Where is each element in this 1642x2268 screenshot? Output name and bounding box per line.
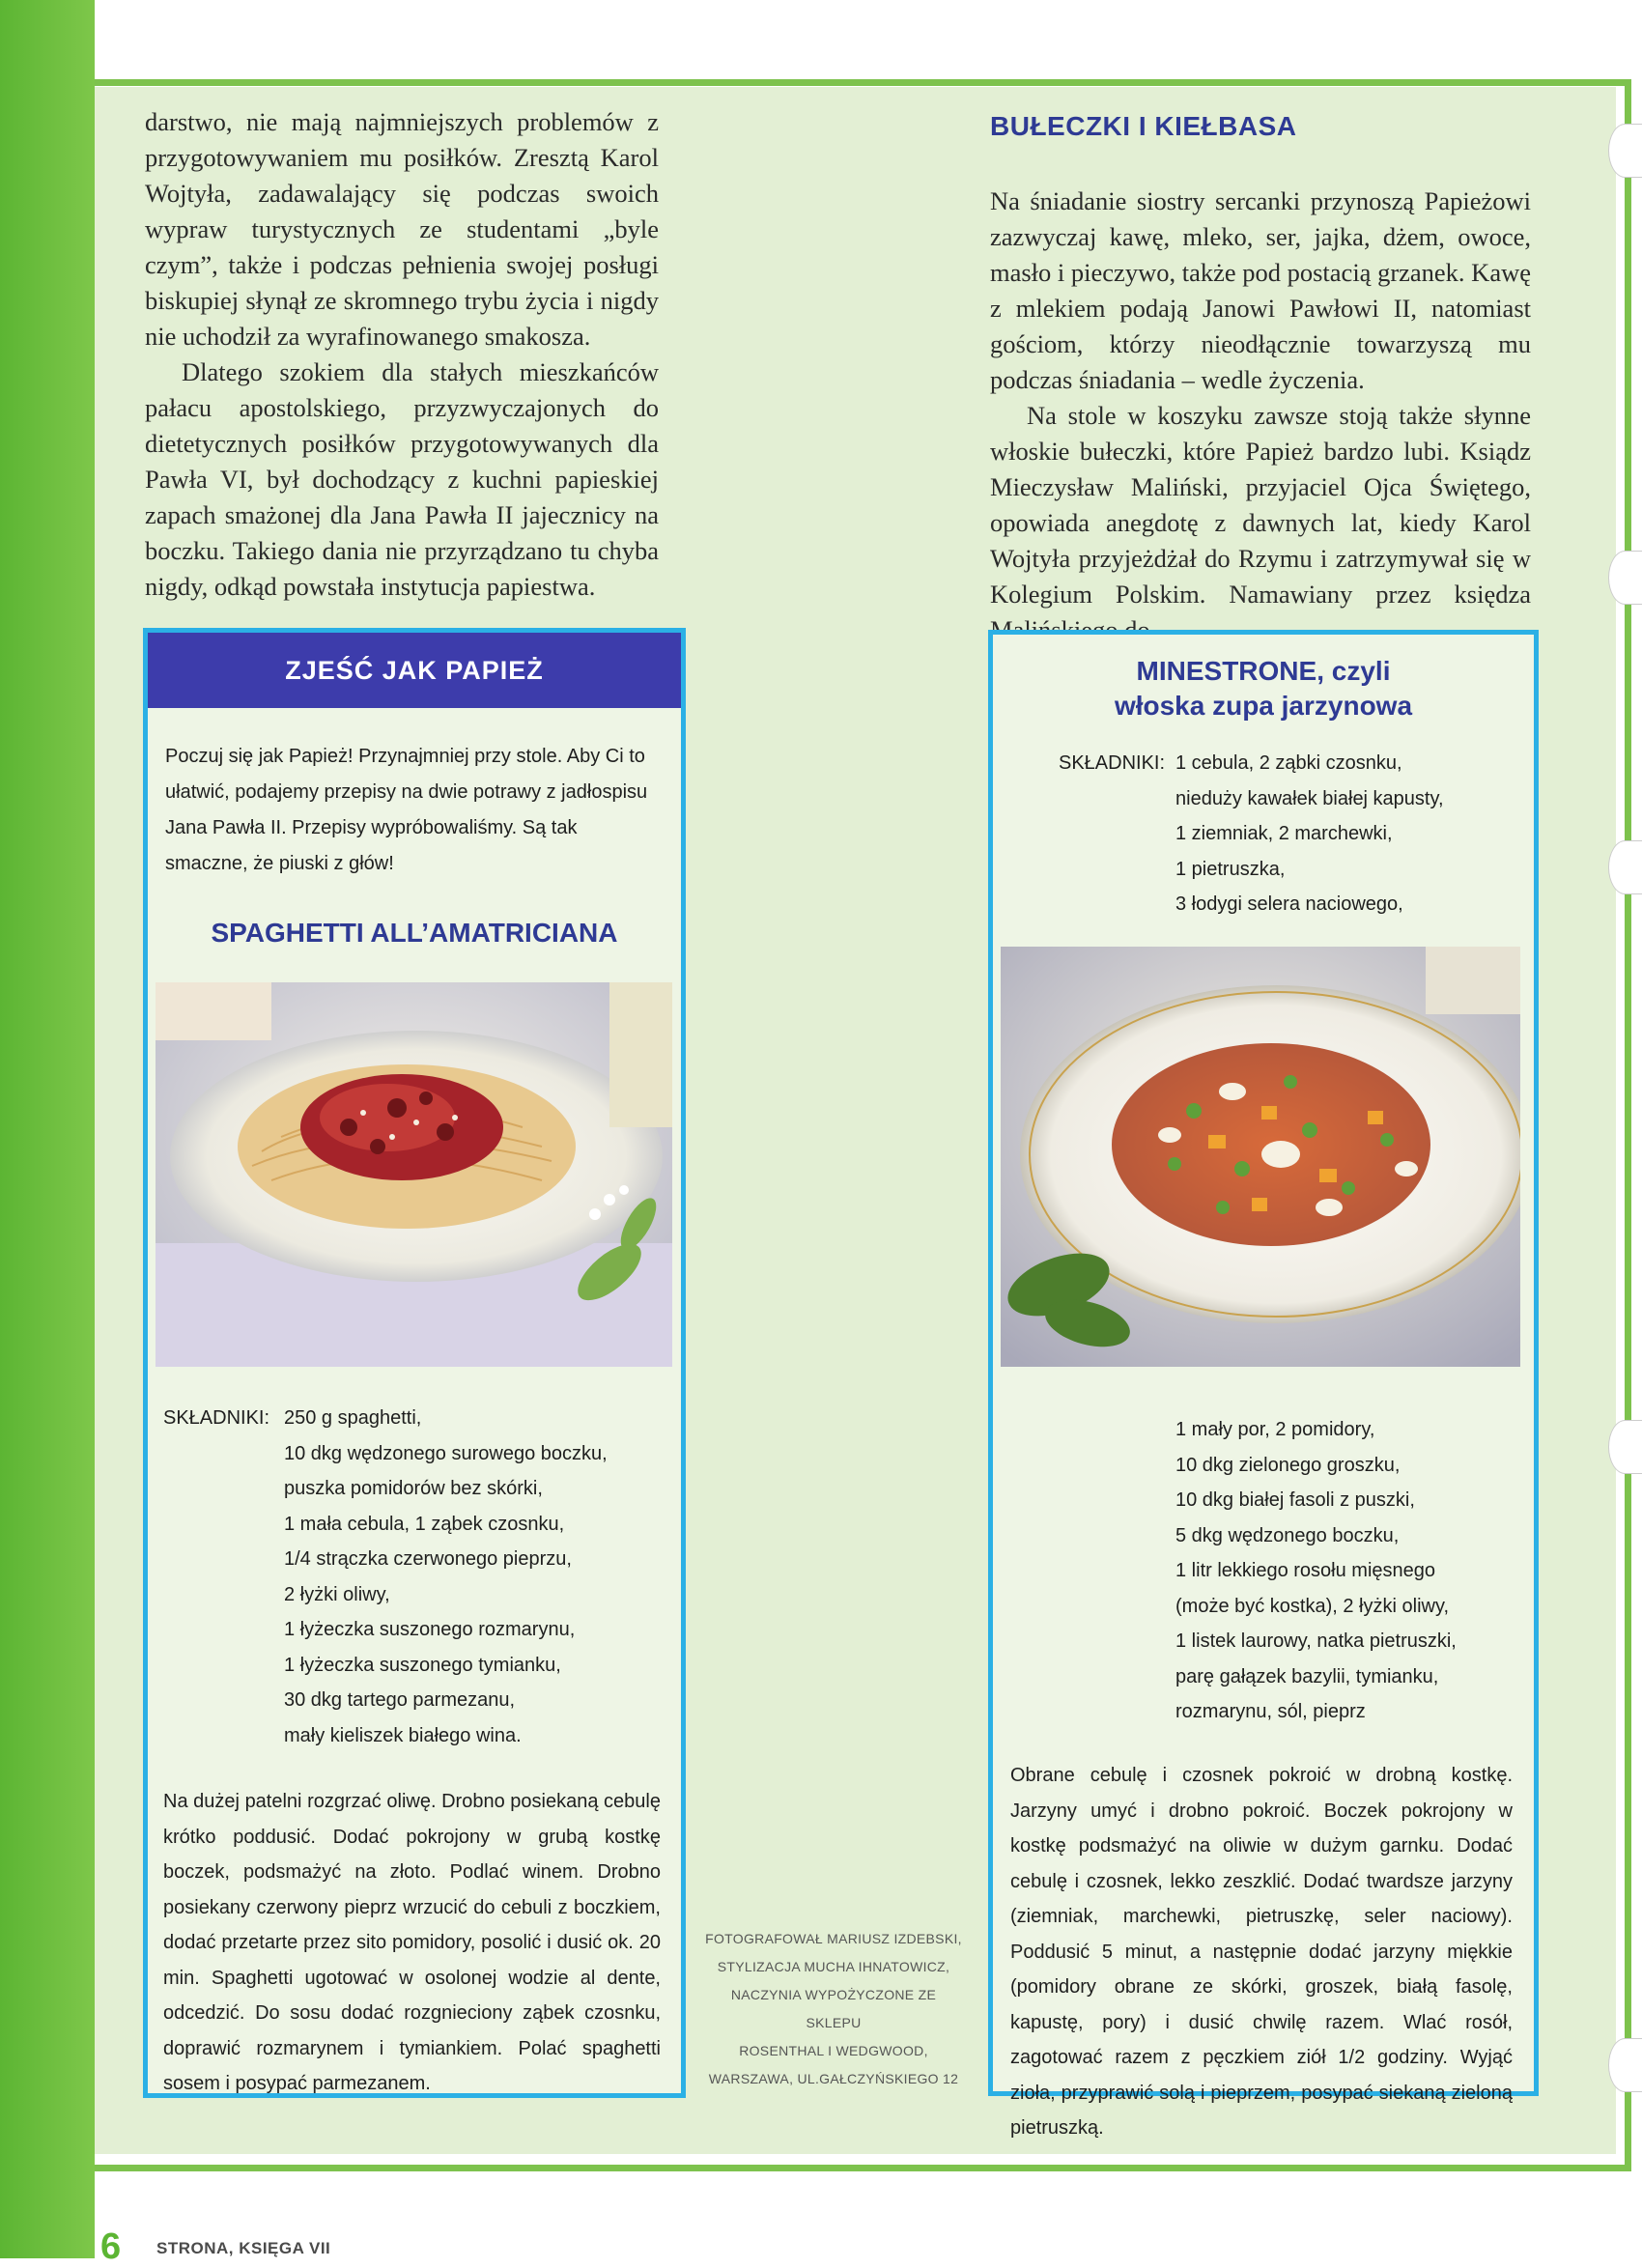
ingredients-minestrone-bottom <box>1175 1412 1457 1730</box>
box-intro: Poczuj się jak Papież! Przynajmniej przy stole. Aby Ci to ułatwić, podajemy przepisy na dwie potrawy z jadłospisu Jana Pawła II. Przepisy wypróbowaliśmy. Są tak smaczne, że piuski z głów! <box>165 746 648 874</box>
ingredient: (może być kostka), 2 łyżki oliwy, <box>1175 1595 1450 1617</box>
ingredient: 1 mała cebula, 1 ząbek czosnku, <box>284 1513 565 1535</box>
box-header: ZJEŚĆ JAK PAPIEŻ <box>148 633 681 708</box>
section-heading: BUŁECZKI I KIEŁBASA <box>990 111 1297 141</box>
ingredients-label: SKŁADNIKI: <box>163 1407 270 1429</box>
punch-hole <box>1608 840 1642 894</box>
ingredient: 1 pietruszka, <box>1175 858 1286 880</box>
instructions-spaghetti: Na dużej patelni rozgrzać oliwę. Drobno posiekaną cebulę krótko poddusić. Dodać pokrojony w grubą kostkę boczek, podsmażyć na złoto. Podlać winem. Drobno posiekany czerwony pieprz wrzucić do cebuli z boczkiem, dodać przetarte przez sito pomidory, posolić i dusić ok. 20 min. Spaghetti ugotować w osolonej wodzie al dente, odcedzić. Do sosu dodać rozgnieciony ząbek czosnku, doprawić rozmarynem i tymiankiem. Polać spaghetti sosem i posypać parmezanem. <box>163 1791 661 2094</box>
right-column-text <box>990 184 1531 648</box>
punch-hole <box>1608 551 1642 605</box>
ingredient: 1/4 strączka czerwonego pieprzu, <box>284 1548 572 1570</box>
paragraph: Dlatego szokiem dla stałych mieszkańców pałacu apostolskiego, przyzwyczajonych do dietetycznych posiłków przygotowywanych dla Pawła VI, był dochodzący z kuchni papieskiej zapach smażonej dla Jana Pawła II jajecznicy na boczku. Takiego dania nie przyrządzano tu chyba nigdy, odkąd powstała instytucja papiestwa. <box>145 357 659 601</box>
recipe-title-line2: włoska zupa jarzynowa <box>1114 691 1413 721</box>
credit-line: STYLIZACJA MUCHA IHNATOWICZ, <box>717 1959 950 1974</box>
ingredient: rozmarynu, sól, pieprz <box>1175 1701 1366 1722</box>
paragraph: Na stole w koszyku zawsze stoją także słynne włoskie bułeczki, które Papież bardzo lubi. Ksiądz Mieczysław Maliński, przyjaciel Ojca Świętego, opowiada anegdotę z dawnych lat, kiedy Karol Wojtyła przyjeżdżał do Rzymu i zatrzymywał się w Kolegium Polskim. Namawiany przez księdza <box>990 401 1531 609</box>
ingredient: mały kieliszek białego wina. <box>284 1724 522 1746</box>
ingredient: 1 litr lekkiego rosołu mięsnego <box>1175 1560 1436 1581</box>
credit-line: ROSENTHAL I WEDGWOOD, <box>739 2043 928 2058</box>
ingredient: 30 dkg tartego parmezanu, <box>284 1689 516 1711</box>
ingredient: 10 dkg białej fasoli z puszki, <box>1175 1489 1415 1511</box>
ingredient: 10 dkg wędzonego surowego boczku, <box>284 1442 608 1464</box>
ingredients-list <box>284 1401 608 1753</box>
paragraph: Na śniadanie siostry sercanki przynoszą Papieżowi zazwyczaj kawę, mleko, ser, jajka, dżem, owoce, masło i pieczywo, także pod postacią grzanek. Kawę z mlekiem podają Janowi Pawłowi II, natomiast gościom, którzy nieodłącznie towarzyszą mu podczas śniadania – wedle życzenia. <box>990 186 1531 394</box>
ingredient: 5 dkg wędzonego boczku, <box>1175 1524 1400 1546</box>
ingredient: 3 łodygi selera naciowego, <box>1175 893 1403 915</box>
ingredient: 250 g spaghetti, <box>284 1407 422 1429</box>
minestrone-photo <box>1001 947 1520 1367</box>
ingredient: 1 listek laurowy, natka pietruszki, <box>1175 1630 1457 1652</box>
ingredient: nieduży kawałek białej kapusty, <box>1175 787 1444 809</box>
punch-hole <box>1608 2038 1642 2092</box>
ingredients-list <box>1175 746 1444 922</box>
recipe-box-minestrone <box>988 630 1539 2139</box>
paragraph: darstwo, nie mają najmniejszych problemów z przygotowywaniem mu posiłków. Zresztą Karol Wojtyła, zadawalający się podczas swoich wypraw turystycznych ze studentami „byle czym”, także i podczas pełnienia swojej posługi biskupiej słynął ze skromnego trybu życia i nigdy nie uchodził za wyrafinowanego smakosza. <box>145 107 659 351</box>
punch-hole <box>1608 1420 1642 1474</box>
ingredient: 1 łyżeczka suszonego tymianku, <box>284 1654 561 1676</box>
ingredient: 1 cebula, 2 ząbki czosnku, <box>1175 752 1402 774</box>
punch-hole <box>1608 124 1642 178</box>
recipe-title-line1: MINESTRONE, czyli <box>1136 656 1391 686</box>
credit-line: WARSZAWA, UL.GAŁCZYŃSKIEGO 12 <box>708 2071 959 2086</box>
ingredients-label: SKŁADNIKI: <box>1059 752 1166 774</box>
ingredient: 1 ziemniak, 2 marchewki, <box>1175 823 1393 844</box>
ingredient: parę gałązek bazylii, tymianku, <box>1175 1665 1439 1687</box>
recipe-box-spaghetti <box>143 628 686 2098</box>
spaghetti-photo <box>156 982 672 1367</box>
green-side-strip <box>0 0 95 2258</box>
photo-credits <box>703 1925 964 2093</box>
credit-line: FOTOGRAFOWAŁ MARIUSZ IZDEBSKI, <box>705 1931 962 1946</box>
ingredients-spaghetti <box>163 1401 670 1768</box>
ingredient: 1 łyżeczka suszonego rozmarynu, <box>284 1619 576 1640</box>
ingredients-minestrone-top <box>1059 746 1522 929</box>
footer-label: STRONA, KSIĘGA VII <box>156 2239 331 2257</box>
ingredient: puszka pomidorów bez skórki, <box>284 1478 543 1499</box>
ingredient: 2 łyżki oliwy, <box>284 1583 390 1605</box>
ingredient: 10 dkg zielonego groszku, <box>1175 1454 1401 1476</box>
left-column-text <box>145 104 659 605</box>
credit-line: NACZYNIA WYPOŻYCZONE ZE SKLEPU <box>730 1987 937 2030</box>
page-number: 6 <box>100 2226 122 2267</box>
recipe-title: SPAGHETTI ALL’AMATRICIANA <box>211 918 618 948</box>
instructions-minestrone: Obrane cebulę i czosnek pokroić w drobną kostkę. Jarzyny umyć i drobno pokroić. Boczek pokrojony w kostkę podsmażyć na oliwie w dużym garnku. Dodać cebulę i czosnek, lekko zeszklić. Dodać twardsze jarzyny (ziemniak, marchewki, pietruszkę, seler naciowy). Poddusić 5 minut, a następnie dodać jarzyny miękkie (pomidory obrane ze skórki, groszek, białą fasolę, kapustę, pory) i dusić chwilę razem. Wlać rosół, zagotować razem z pęczkiem ziół 1/2 godziny. Wyjąć zioła, przyprawić solą i pieprzem, posypać siekaną zieloną pietruszką. <box>1010 1765 1513 2139</box>
ingredient: 1 mały por, 2 pomidory, <box>1175 1419 1375 1440</box>
